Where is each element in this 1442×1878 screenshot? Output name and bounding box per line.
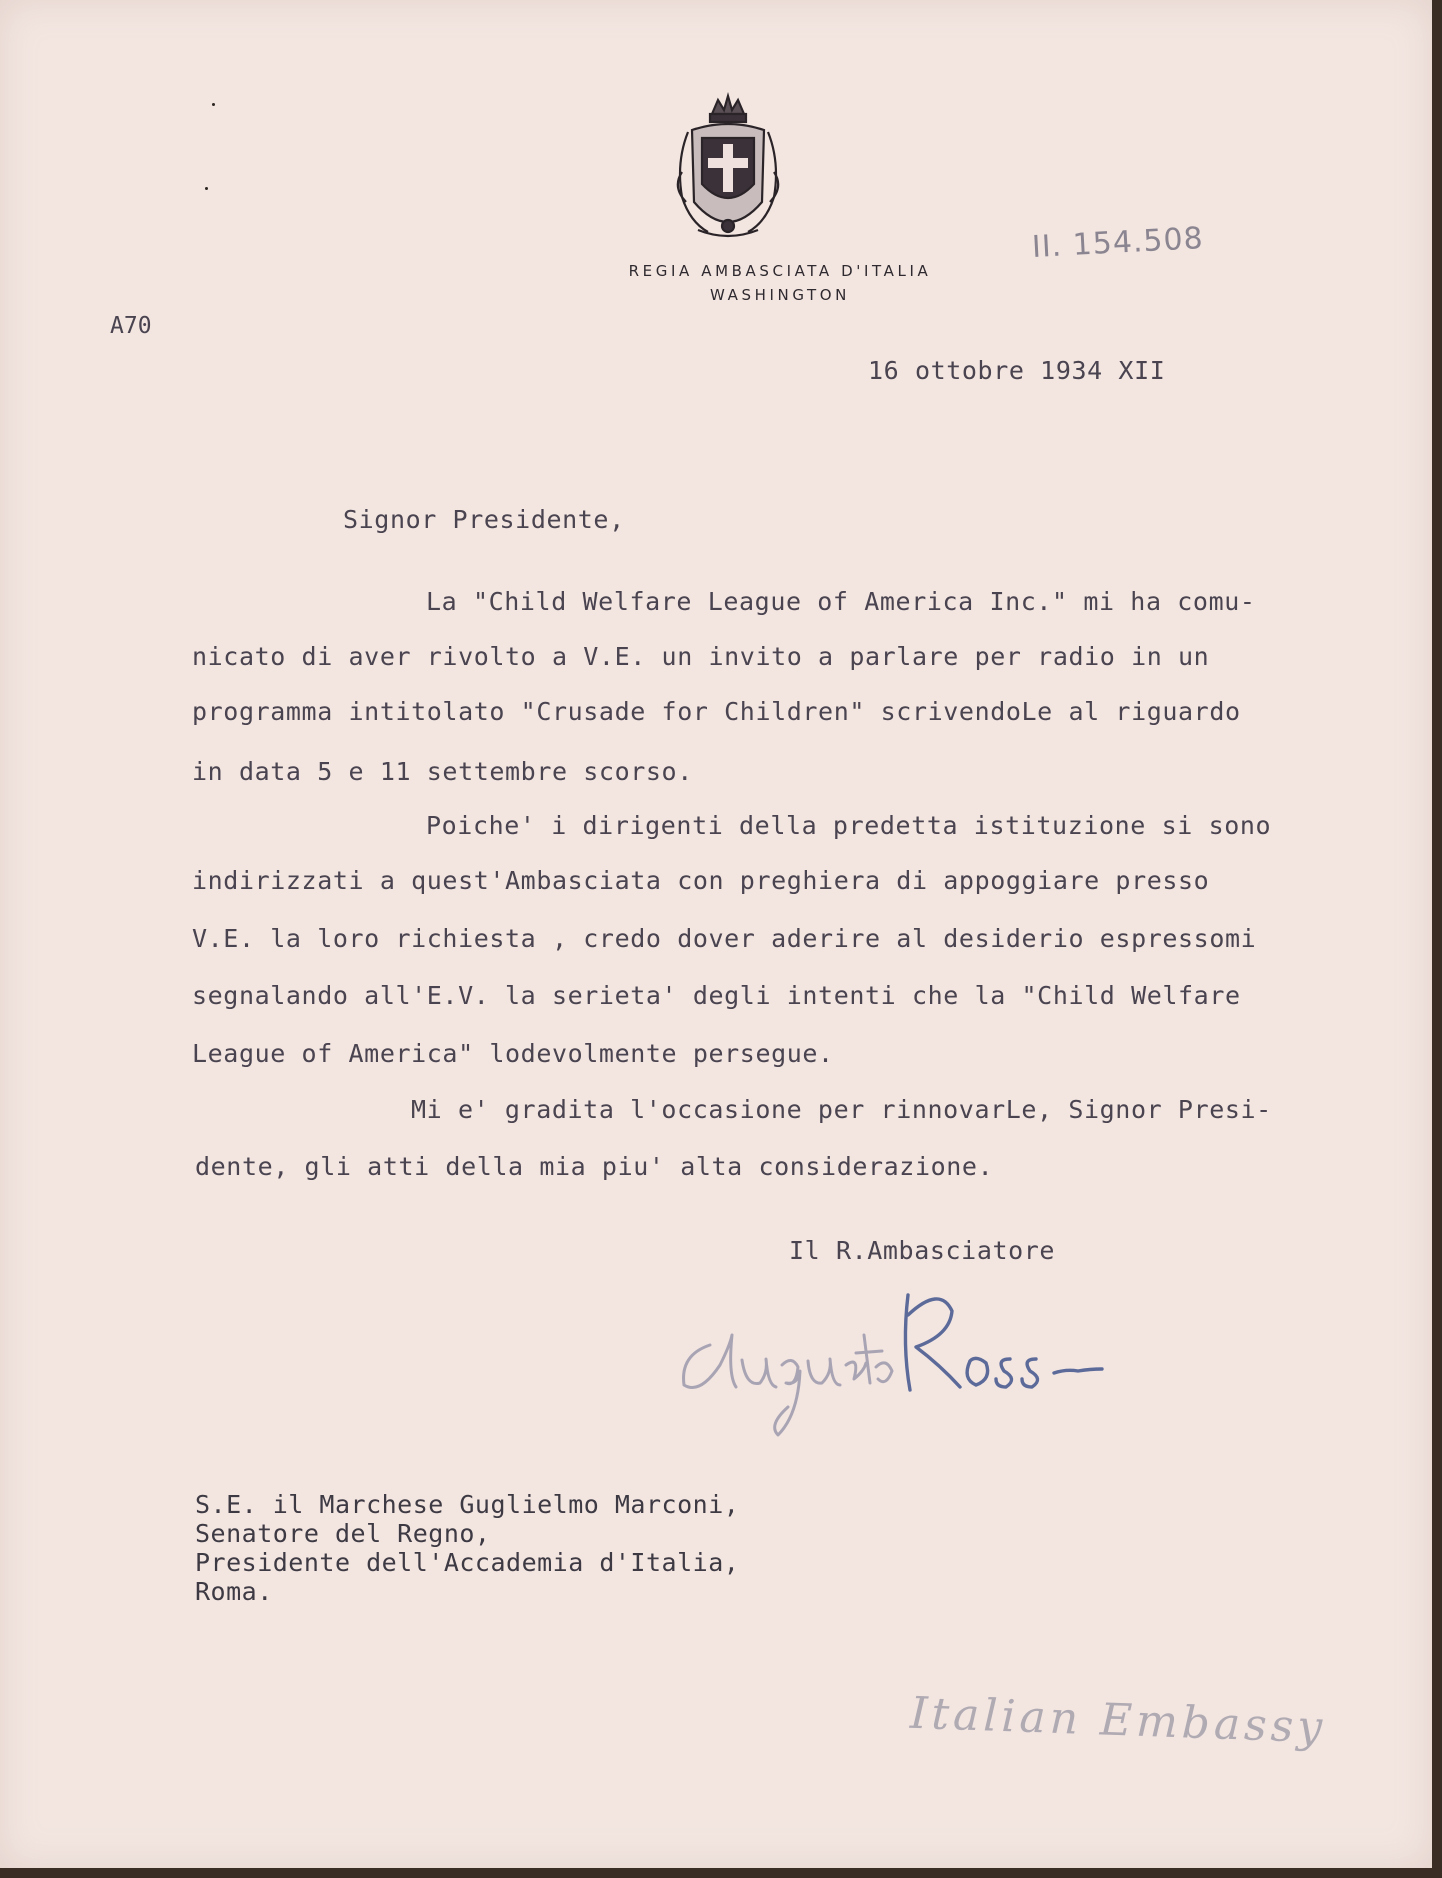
body-line: Mi e' gradita l'occasione per rinnovarLe, Signor Presi- [411, 1095, 1272, 1124]
punch-hole [205, 187, 208, 190]
body-line: segnalando all'E.V. la serieta' degli intenti che la "Child Welfare [192, 981, 1241, 1010]
address-line: S.E. il Marchese Guglielmo Marconi, [195, 1490, 740, 1519]
body-line: League of America" lodevolmente persegue. [192, 1039, 834, 1068]
reference-code: A70 [110, 313, 152, 339]
salutation: Signor Presidente, [343, 505, 625, 534]
body-line: Poiche' i dirigenti della predetta istituzione si sono [426, 811, 1272, 840]
body-line: dente, gli atti della mia piu' alta considerazione. [195, 1152, 994, 1181]
address-line: Senatore del Regno, [195, 1519, 491, 1548]
body-line: V.E. la loro richiesta , credo dover aderire al desiderio espressomi [192, 924, 1257, 953]
letterhead-title: REGIA AMBASCIATA D'ITALIA [628, 262, 932, 280]
closing-title: Il R.Ambasciatore [789, 1236, 1056, 1265]
signature [670, 1275, 1110, 1445]
address-line: Roma. [195, 1577, 273, 1606]
body-line: in data 5 e 11 settembre scorso. [192, 757, 693, 786]
body-line: nicato di aver rivolto a V.E. un invito a parlare per radio in un [192, 642, 1210, 671]
royal-crest-icon [668, 92, 788, 242]
body-line: La "Child Welfare League of America Inc." mi ha comu- [426, 587, 1256, 616]
pencil-annotation: Italian Embassy [909, 1687, 1328, 1754]
letterhead-city: WASHINGTON [710, 286, 850, 304]
body-line: programma intitolato "Crusade for Children" scrivendoLe al riguardo [192, 697, 1241, 726]
punch-hole [212, 103, 215, 106]
body-line: indirizzati a quest'Ambasciata con preghiera di appoggiare presso [192, 866, 1210, 895]
letter-date: 16 ottobre 1934 XII [868, 356, 1166, 385]
archive-number: II. 154.508 [1031, 221, 1205, 265]
address-line: Presidente dell'Accademia d'Italia, [195, 1548, 740, 1577]
